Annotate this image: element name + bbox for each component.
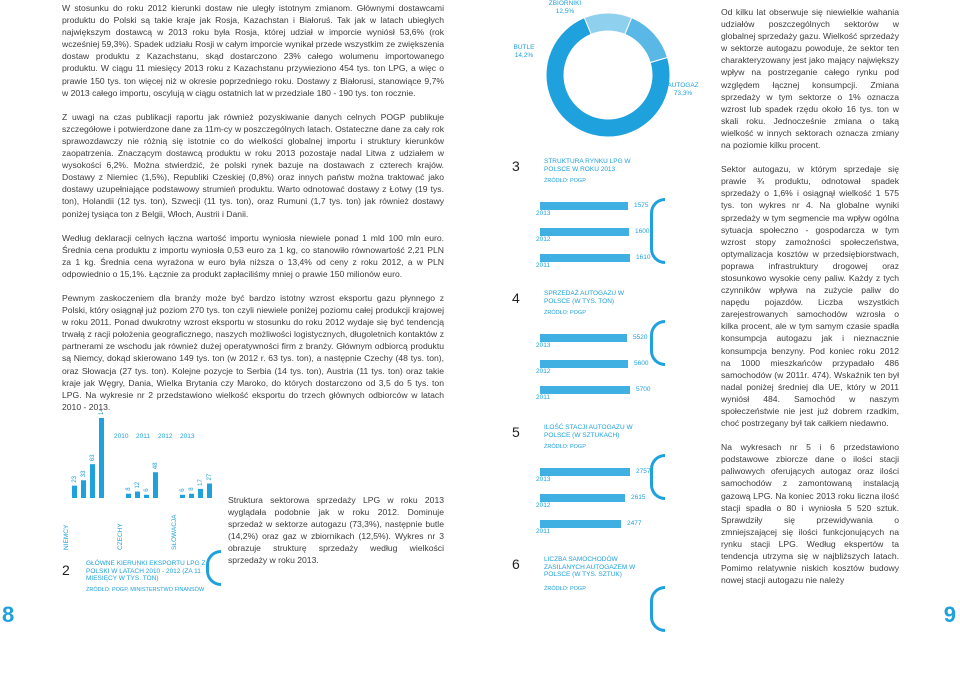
bracket-icon	[650, 454, 665, 500]
chart-source: ŹRÓDŁO: POGP	[544, 178, 586, 184]
bar-value-label: 12	[135, 481, 141, 489]
year-label: 2011	[536, 528, 550, 535]
paragraph: Według deklaracji celnych łączna wartość importu wyniosła niewiele ponad 1 mld 100 mln euro. Średnia cena produktu z importu wyniosła 0,53 euro za 1 kg, co stanowiło równowartość 2,21 PLN za 1 kg. Średnia cena wyrażona w euro była niższa o 13,4% od ceny z roku 2012, a w PLN odpowiednio o 15,1%. Łącznie za produkt zapłaciliśmy mniej o prawie 150 milionów euro.	[62, 232, 444, 279]
year-label: 2012	[536, 502, 551, 509]
paragraph: Z uwagi na czas publikacji raportu jak również pozyskiwanie danych celnych POGP publikuje szczegółowe i potwierdzone dane za 11m-cy w poszczególnych latach. Ostateczne dane za cały rok sprawozdawczy nie różnią się istotnie co do wielkości globalnej importu i struktury kierunków zaopatrzenia. Znaczącym dostawcą produktu w roku 2013 pozostaje nadal Litwa z udziałem w wysokości 6,2%. Można stwierdzić, że polski rynek bazuje na dostawach z czterech krajów. Dostawy z Niemiec (1,5%), Republiki Czeskiej (0,8%) oraz innych państw można traktować jako dostawy uzupełniające podstawowy strumień produktu. Warto odnotować dostawy z Łotwy (19 tys. ton), Holandii (12 tys. ton), Szwecji (11 tys. ton), oraz Rumuni (1,7 tys. ton) jak również dostawy poniżej tysiąca ton z Belgii, Włoch, Austrii i Danii.	[62, 111, 444, 219]
bar	[180, 495, 185, 498]
export-chart	[56, 410, 226, 600]
donut-label-zbiorniki: ZBIORNIKI 12,5%	[548, 0, 582, 15]
section-chart-5	[510, 424, 710, 554]
year-label: 2013	[536, 342, 551, 349]
donut-chart	[508, 0, 718, 140]
bar-value-label: 6	[144, 488, 150, 492]
donut-label-autogaz: AUTOGAZ 73,3%	[667, 82, 699, 97]
year-header: 2010	[114, 433, 129, 440]
bar-value-label: 48	[153, 462, 159, 470]
chart-source: ŹRÓDŁO: POGP	[544, 310, 586, 316]
paragraph: Sektor autogazu, w którym sprzedaje się prawie ¾ produktu, odnotował spadek sprzedaży o 1,6% i osiągnął wielkość 1 575 tys. ton wykres nr 4. Na globalne wyniki sprzedaży w tym segmencie ma wpływ ogólna sytuacja społeczno - gospodarcza w tym wzrost stopy zamożności społeczeństwa, optymalizacja kosztów w przedsiębiorstwach, poprawa infrastruktury drogowej oraz stosunkowo wysokie ceny paliw. Każdy z tych czynników wpływa na zużycie paliw do napędu pojazdów. Liczba wszystkich zarejestrowanych samochodów wzrosła o kilka procent, ale w tym samym czasie spadła konsumpcja autogazu jak i nieznacznie konsumpcja benzyny. Pod koniec roku 2012 na 1000 mieszkańców przypadało 486 samochodów (w 2011r. 474). Wskaźnik ten był nadal poniżej średniej dla UE, który w 2011 wyniósł 484. Samochód w naszym społeczeństwie nie jest już dobrem rzadkim, choć postrzegany był tak całkiem niedawno.	[721, 164, 899, 429]
bar	[189, 494, 194, 498]
bracket-icon	[650, 198, 665, 264]
bar-value: 5600	[634, 360, 649, 367]
bracket-icon	[650, 320, 665, 366]
bar	[540, 520, 621, 528]
left-text-column	[62, 2, 444, 425]
bar	[72, 486, 77, 498]
chart-source: ŹRÓDŁO: POGP	[544, 586, 586, 592]
chart-source: ŹRÓDŁO: POGP, MINISTERSTWO FINANSÓW	[86, 587, 205, 593]
bar	[540, 228, 629, 236]
group-label: SŁOWACJA	[171, 514, 178, 550]
year-label: 2013	[536, 210, 551, 217]
bar	[207, 484, 212, 498]
donut-label-butle: BUTLE 14,2%	[513, 44, 535, 59]
chart-title: LICZBA SAMOCHODÓW ZASILANYCH AUTOGAZEM W POLSCE (W TYS. SZTUK)	[544, 556, 636, 578]
bar	[153, 472, 158, 498]
bar-value: 2757	[636, 468, 651, 475]
bar-value-label: 6	[180, 488, 186, 492]
section-chart-4	[510, 290, 710, 420]
bar-value: 1600	[635, 228, 650, 235]
paragraph-wykres-3: Struktura sektorowa sprzedaży LPG w roku 2013 wyglądała podobnie jak w roku 2012. Dominuje sprzedaż w sektorze autogazu (73,3%), następnie butle (14,2%) oraz gaz w zbiornikach (12,5%). Wykres nr 3 obrazuje strukturę sprzedaży według wielkości sprzedaży w roku 2013.	[228, 495, 444, 566]
paragraph: Pewnym zaskoczeniem dla branży może być bardzo istotny wzrost eksportu gazu płynnego z Polski, który osiągnął już poziom 270 tys. ton czyli niewiele poniżej poziomu całej produkcji krajowej w roku 2011. Ponad dwukrotny wzrost eksportu w stosunku do roku 2012 wydaje się być tendencją trwałą z racji położenia geograficznego, naszych możliwości logistycznych, długoletnich kontaktów z partnerami ze wschodu jak również dużej operatywności firm z branży. Głównym odbiorcą produktu są Niemcy, dokąd skierowano 149 tys. ton (w 2012 r. 63 tys. ton), a następnie Czechy (48 tys. ton), oraz Słowacja (27 tys. ton). Kolejne pozycje to Serbia (14 tys. ton), Austria (11 tys. ton) oraz takie kraje jak Węgry, Dania, Wielka Brytania czy Maroko, do których dostarczono od 3,5 do 5 tys. ton LPG. Na wykresie nr 2 przedstawiono wielkość eksportu do trzech głównych odbiorców w latach 2010 - 2013.	[62, 292, 444, 412]
chart-title: SPRZEDAŻ AUTOGAZU W POLSCE (W TYS. TON)	[544, 290, 625, 305]
chart-title: STRUKTURA RYNKU LPG W POLSCE W ROKU 2013	[544, 158, 631, 173]
page-number-left: 8	[2, 602, 15, 627]
bar	[90, 464, 95, 498]
group-label: NIEMCY	[63, 524, 70, 550]
section-chart-6	[510, 556, 710, 686]
donut-svg	[508, 0, 718, 140]
chart-title: GŁÓWNE KIERUNKI EKSPORTU LPG Z POLSKI W LATACH 2010 - 2012 (ZA 11 MIESIĘCY W TYS. TON)	[86, 560, 206, 582]
bar	[126, 494, 131, 498]
right-text-column	[721, 6, 899, 598]
bar-value-label: 23	[72, 475, 78, 483]
chart-number: 3	[512, 158, 520, 174]
page-number-right: 9	[943, 602, 956, 627]
bar	[540, 254, 630, 262]
bar-value: 5700	[636, 386, 651, 393]
year-label: 2011	[536, 262, 550, 269]
paragraph: W stosunku do roku 2012 kierunki dostaw nie uległy istotnym zmianom. Głównymi dostawcami produktu do Polski są takie kraje jak Rosja, Kazachstan i Białoruś. Tak jak w latach ubiegłych największym dostawcą w 2013 roku była Rosja, której udział w imporcie wyniósł 53,6% (rok wcześniej 59,3%). Spadek udziału Rosji w całym imporcie wynikał przede wszystkim ze zwiększenia dostaw produktu z Kazachstanu, skąd dostarczono 23% całego wolumenu importowanego produktu. W ciągu 11 miesięcy 2013 roku z Kazachstanu przywieziono 454 tys. ton LPG, a więc o prawie 150 tys. ton więcej niż w okresie poprzedniego roku. Dostawy z Białorusi, stanowiące 9,7% w 2013 całego importu, oscylują w ciągu ostatnich lat w przedziale 180 - 190 tys. ton rocznie.	[62, 3, 444, 98]
bar	[135, 492, 140, 498]
bar	[540, 202, 628, 210]
bar-value-label: 33	[81, 470, 87, 478]
year-label: 2012	[536, 368, 551, 375]
chart-title: ILOŚĆ STACJI AUTOGAZU W POLSCE (W SZTUKACH)	[544, 424, 633, 439]
bar-value: 1610	[636, 254, 651, 261]
year-label: 2012	[536, 236, 551, 243]
donut-slice	[584, 13, 631, 34]
paragraph: Od kilku lat obserwuje się niewielkie wahania udziałów poszczególnych sektorów w globalnej sprzedaży gazu. Wielkość sprzedaży w sektorze autogazu powoduje, że sektor ten charakteryzowany jest jako mający największy wpływ na postrzeganie całego rynku pod względem łącznej konsumpcji. Zmiana sprzedaży w tym sektorze o 1% oznacza wzrost lub spadek rzędu około 16 tys. ton w skali roku. Jednocześnie zmiana o taką wielkość w innych sektorach oznacza zmiany na poziomie kilku procent.	[721, 7, 899, 151]
bar-value: 1575	[634, 202, 649, 209]
bar	[540, 494, 625, 502]
bar	[540, 468, 630, 476]
bar-value-label: 17	[198, 479, 204, 486]
bar	[144, 495, 149, 498]
bar-value-label: 63	[90, 454, 96, 462]
year-label: 2011	[536, 394, 550, 401]
bracket-icon	[650, 586, 665, 632]
chart-number: 5	[512, 424, 520, 440]
bar-value-label	[99, 410, 105, 415]
paragraph: Na wykresach nr 5 i 6 przedstawiono podstawowe zbiorcze dane o ilości stacji paliwowych oferujących autogaz oraz ilości samochodów z zamontowaną instalacją gazową LPG. Na koniec 2013 roku liczna ilość stacji spadła o 80 i wyniosła 5 520 sztuk. Sprawdziły się przewidywania o zmniejszającej się ilości funkcjonujących na rynku stacji LPG. Według ekspertów ta tendencja utrzyma się w najbliższych latach. Pomimo relatywnie niskich kosztów budowy nowej stacji autogazu nie należy	[721, 442, 899, 586]
year-label: 2013	[536, 476, 551, 483]
bar-value-label: 8	[189, 487, 195, 491]
bar-value-label: 27	[207, 473, 213, 481]
bar	[540, 360, 628, 368]
bar	[198, 489, 203, 498]
bar	[81, 480, 86, 498]
year-header: 2012	[158, 433, 173, 440]
chart-number: 4	[512, 290, 520, 306]
group-label: CZECHY	[117, 523, 124, 550]
bar-value: 2615	[631, 494, 646, 501]
donut-slice	[625, 18, 668, 63]
section-chart-3	[510, 158, 710, 288]
bar-value: 5520	[633, 334, 648, 341]
chart-number: 2	[62, 562, 70, 578]
year-header: 2013	[180, 433, 195, 440]
bar	[99, 418, 104, 498]
bar-value: 2477	[627, 520, 642, 527]
year-header: 2011	[136, 433, 150, 440]
chart-source: ŹRÓDŁO: POGP	[544, 444, 586, 450]
bar	[540, 386, 630, 394]
bar	[540, 334, 627, 342]
bar-value-label: 8	[126, 487, 132, 491]
chart-number: 6	[512, 556, 520, 572]
